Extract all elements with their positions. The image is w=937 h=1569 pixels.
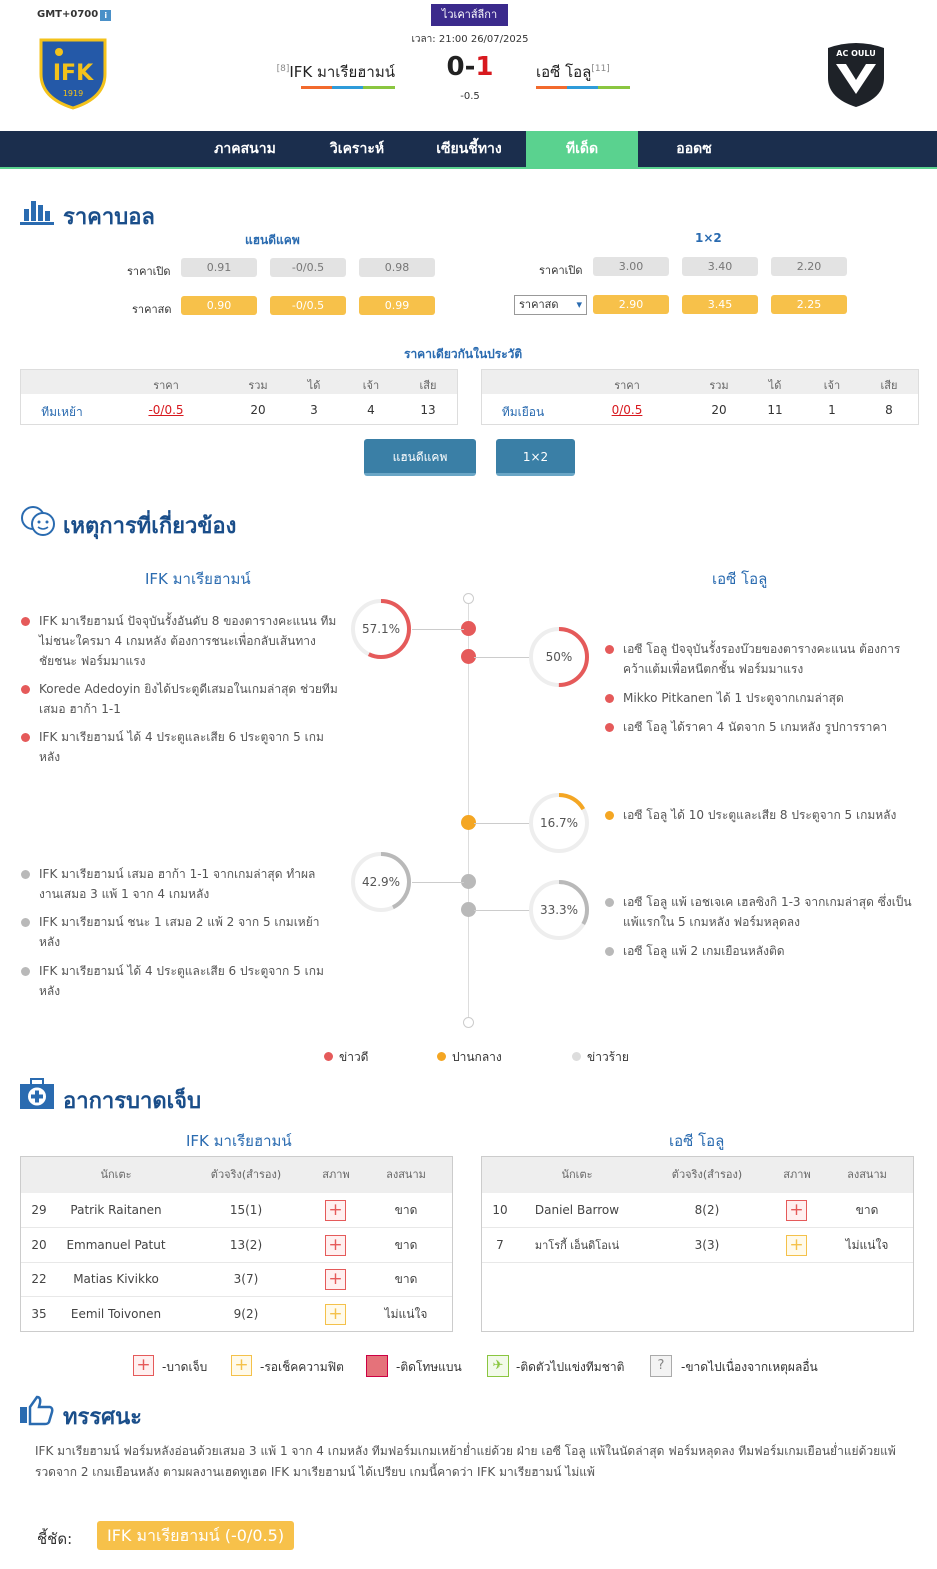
doubtful-icon: +	[786, 1235, 807, 1256]
x-open-draw[interactable]: 3.40	[682, 257, 758, 276]
connector	[412, 882, 464, 883]
col-status: สภาพ	[322, 1168, 350, 1181]
col-apps: ตัวจริง(สำรอง)	[671, 1168, 743, 1181]
suspended-icon	[366, 1355, 388, 1377]
event-item: เอซี โอลู ได้ 10 ประตูและเสีย 8 ประตูจาก 5 เกมหลัง	[623, 805, 918, 825]
events-away-team: เอซี โอลู	[712, 570, 768, 588]
col-price: ราคา	[614, 379, 640, 392]
legend-national: -ติดตัวไปแข่งทีมชาติ	[516, 1360, 625, 1374]
home-row-win: 3	[310, 403, 318, 417]
table-row: 10 Daniel Barrow 8(2) + ขาด	[482, 1193, 913, 1228]
home-bad-percent: 42.9%	[350, 851, 412, 913]
svg-text:AC OULU: AC OULU	[836, 49, 876, 58]
events-home-team: IFK มาเรียฮามน์	[145, 570, 251, 588]
home-team-logo	[37, 36, 109, 110]
table-row: 29 Patrik Raitanen 15(1) + ขาด	[21, 1193, 452, 1228]
legend-neutral: ปานกลาง	[437, 1048, 502, 1067]
col-draw: เจ้า	[823, 379, 841, 392]
injuries-away-team: เอซี โอลู	[669, 1132, 725, 1150]
home-history-table	[20, 369, 458, 425]
injured-legend-icon: +	[133, 1355, 154, 1376]
event-item: เอซี โอลู ปัจจุบันรั้งรองบ๊วยของตารางคะแนน ต้องการคว้าแต้มเพื่อหนีตกชั้น ฟอร์มมาแรง	[623, 639, 913, 679]
hc-live-home[interactable]: 0.90	[181, 296, 257, 315]
col-win: ได้	[768, 379, 782, 392]
x-live-home[interactable]: 2.90	[593, 295, 669, 314]
svg-text:IFK: IFK	[52, 61, 94, 86]
question-icon: ?	[650, 1355, 672, 1377]
home-color-bar	[277, 86, 395, 89]
away-team-name[interactable]: เอซี โอลู[11]	[536, 60, 630, 89]
bar-chart-icon	[20, 197, 54, 225]
opinion-header	[0, 1393, 937, 1430]
nav-tips[interactable]: ทีเด็ด	[526, 131, 638, 167]
col-draw: เจ้า	[362, 379, 380, 392]
hc-open-label: ราคาเปิด	[127, 265, 171, 278]
away-color-bar	[536, 86, 630, 89]
hc-live-line[interactable]: -0/0.5	[270, 296, 346, 315]
col-play: ลงสนาม	[847, 1168, 887, 1181]
connector	[474, 910, 530, 911]
handicap-value: -0.5	[460, 91, 480, 102]
home-row-lose: 13	[420, 403, 436, 417]
timeline-end	[463, 1017, 474, 1028]
legend-other: -ขาดไปเนื่องจากเหตุผลอื่น	[681, 1360, 818, 1374]
injuries-home-team: IFK มาเรียฮามน์	[186, 1132, 292, 1150]
col-apps: ตัวจริง(สำรอง)	[210, 1168, 282, 1181]
home-injury-table	[20, 1156, 453, 1332]
x-live-away[interactable]: 2.25	[771, 295, 847, 314]
hc-open-away[interactable]: 0.98	[359, 258, 435, 277]
event-item: IFK มาเรียฮามน์ ได้ 4 ประตูและเสีย 6 ประตูจาก 5 เกมหลัง	[39, 961, 329, 1001]
nav-tipster[interactable]: เซียนชี้ทาง	[436, 141, 502, 157]
away-good-percent: 50%	[528, 626, 590, 688]
league-badge[interactable]: ไวเคาส์ลีกา	[431, 4, 508, 26]
col-lose: เสีย	[880, 379, 898, 392]
home-row-total: 20	[250, 403, 266, 417]
col-win: ได้	[307, 379, 321, 392]
history-title: ราคาเดียวกันในประวัติ	[404, 347, 523, 361]
info-icon[interactable]: i	[100, 10, 111, 21]
legend-fitness: -รอเช็คความฟิต	[260, 1360, 344, 1374]
home-good-list	[20, 611, 340, 764]
nav-odds[interactable]: ออดซ	[676, 141, 712, 157]
handicap-button[interactable]: แฮนดีแคพ	[364, 439, 476, 476]
chevron-down-icon: ▾	[576, 298, 582, 311]
away-history-table	[481, 369, 919, 425]
away-row-draw: 1	[828, 403, 836, 417]
injured-icon: +	[325, 1269, 346, 1290]
legend-good: ข่าวดี	[324, 1048, 368, 1067]
x-live-draw[interactable]: 3.45	[682, 295, 758, 314]
away-injury-table	[481, 1156, 914, 1332]
col-price: ราคา	[153, 379, 179, 392]
table-row: 35 Eemil Toivonen 9(2) + ไม่แน่ใจ	[31, 1304, 428, 1324]
nav-field[interactable]: ภาคสนาม	[214, 141, 276, 157]
table-row: 7 มาโรกี้ เอ็นดิโอเน่ 3(3) + ไม่แน่ใจ	[482, 1228, 913, 1263]
hc-live-away[interactable]: 0.99	[359, 296, 435, 315]
home-row-draw: 4	[367, 403, 375, 417]
injuries-section-title: อาการบาดเจ็บ	[63, 1089, 202, 1114]
svg-text:1919: 1919	[62, 89, 84, 98]
airplane-icon: ✈	[487, 1355, 509, 1377]
timeline-start	[463, 593, 474, 604]
pick-badge: IFK มาเรียฮามน์ (-0/0.5)	[97, 1521, 294, 1550]
opinion-section-title: ทรรศนะ	[63, 1405, 142, 1430]
away-bad-percent: 33.3%	[528, 879, 590, 941]
main-nav	[0, 131, 937, 169]
chat-faces-icon	[20, 505, 56, 537]
event-item: Korede Adedoyin ยิงได้ประตูดีเสมอในเกมล่าสุด ช่วยทีมเสมอ ฮาก้า 1-1	[39, 679, 339, 719]
legend-bad: ข่าวร้าย	[572, 1048, 629, 1067]
col-player: นักเตะ	[561, 1168, 593, 1181]
x-open-away[interactable]: 2.20	[771, 257, 847, 276]
thumbs-up-icon	[20, 1395, 54, 1425]
hc-open-line[interactable]: -0/0.5	[270, 258, 346, 277]
event-item: เอซี โอลู ได้ราคา 4 นัดจาก 5 เกมหลัง รูปการราคา	[623, 717, 913, 737]
pick-label: ชี้ชัด:	[37, 1530, 73, 1548]
injured-icon: +	[325, 1235, 346, 1256]
away-row-label: ทีมเยือน	[501, 405, 545, 419]
event-item: IFK มาเรียฮามน์ ปัจจุบันรั้งอันดับ 8 ของตารางคะแนน ทีมไม่ชนะใครมา 4 เกมหลัง ต้องการชนะเพื่อกลับเส้นทางชัยชนะ ฟอร์มมาแรง	[39, 611, 339, 671]
injured-icon: +	[325, 1200, 346, 1221]
event-item-truncated: IFK มาเรียฮามน์ ได้ 4 ประตูและเสีย 6 ประตูจาก 5 เกมหลัง	[39, 727, 339, 767]
x-open-label: ราคาเปิด	[539, 264, 583, 277]
col-lose: เสีย	[419, 379, 437, 392]
away-team-logo	[822, 38, 890, 108]
fitness-legend-icon: +	[231, 1355, 252, 1376]
nav-analysis[interactable]: วิเคราะห์	[329, 141, 385, 157]
home-row-label: ทีมเหย้า	[41, 405, 83, 419]
connector	[474, 657, 530, 658]
timezone-label[interactable]: GMT+0700 i	[37, 9, 111, 21]
home-team-name[interactable]: [8]IFK มาเรียฮามน์	[277, 60, 395, 89]
legend-injured: -บาดเจ็บ	[162, 1360, 208, 1374]
col-status: สภาพ	[783, 1168, 811, 1181]
scoreline: 0-1	[446, 52, 494, 82]
opinion-text: IFK มาเรียฮามน์ ฟอร์มหลังอ่อนด้วยเสมอ 3 แพ้ 1 จาก 4 เกมหลัง ทีมฟอร์มเกมเหย้าย่ำแย่ด้วย ฝ่าย เอซี โอลู แพ้ในนัดล่าสุด ฟอร์มหลุดลง ทีมฟอร์มเกมเยือนย่ำแย่ด้วยแพ้รวดจาก 2 เกมเยือนหลัง ตามผลงานเฮดทูเฮด IFK มาเรียฮามน์ ได้เปรียบ เกมนี้คาดว่า IFK มาเรียฮามน์ ไม่แพ้	[35, 1444, 896, 1479]
match-time: เวลา: 21:00 26/07/2025	[411, 34, 529, 45]
doubtful-icon: +	[325, 1304, 346, 1325]
event-item: IFK มาเรียฮามน์ ชนะ 1 เสมอ 2 แพ้ 2 จาก 5 เกมเหย้าหลัง	[39, 912, 329, 952]
timeline-line	[468, 601, 469, 1022]
events-section-title: เหตุการที่เกี่ยวข้อง	[63, 514, 237, 539]
handicap-title: แฮนดีแคพ	[245, 233, 300, 247]
x12-title: 1×2	[695, 231, 722, 245]
away-row-total: 20	[711, 403, 727, 417]
x-open-home[interactable]: 3.00	[593, 257, 669, 276]
medical-kit-icon	[20, 1078, 54, 1110]
x12-button[interactable]: 1×2	[496, 439, 575, 476]
event-item: เอซี โอลู แพ้ เอชเจเค เฮลซิงกิ 1-3 จากเกมล่าสุด ซึ่งเป็นแพ้แรกใน 5 เกมหลัง ฟอร์มหลุดลง	[623, 892, 913, 932]
col-player: นักเตะ	[100, 1168, 132, 1181]
away-row-price[interactable]: 0/0.5	[611, 403, 643, 417]
event-item: เอซี โอลู แพ้ 2 เกมเยือนหลังติด	[623, 941, 913, 961]
table-row: 20 Emmanuel Patut 13(2) + ขาด	[21, 1228, 452, 1263]
event-item: IFK มาเรียฮามน์ เสมอ ฮาก้า 1-1 จากเกมล่าสุด ทำผลงานเสมอ 3 แพ้ 1 จาก 4 เกมหลัง	[39, 864, 329, 904]
connector	[412, 629, 464, 630]
away-neutral-percent: 16.7%	[528, 792, 590, 854]
home-good-percent: 57.1%	[350, 598, 412, 660]
connector	[474, 823, 530, 824]
table-row: 22 Matias Kivikko 3(7) + ขาด	[21, 1262, 452, 1297]
legend-suspended: -ติดโทษแบน	[396, 1360, 462, 1374]
away-row-lose: 8	[885, 403, 893, 417]
col-total: รวม	[248, 379, 268, 392]
hc-live-label: ราคาสด	[132, 303, 172, 316]
injured-icon: +	[786, 1200, 807, 1221]
odds-section-title: ราคาบอล	[63, 205, 155, 230]
away-row-win: 11	[767, 403, 783, 417]
hc-open-home[interactable]: 0.91	[181, 258, 257, 277]
home-row-price[interactable]: -0/0.5	[148, 403, 184, 417]
col-total: รวม	[709, 379, 729, 392]
col-play: ลงสนาม	[386, 1168, 426, 1181]
event-item: Mikko Pitkanen ได้ 1 ประตูจากเกมล่าสุด	[623, 688, 913, 708]
odds-type-select[interactable]: ราคาสด ▾	[514, 295, 587, 315]
